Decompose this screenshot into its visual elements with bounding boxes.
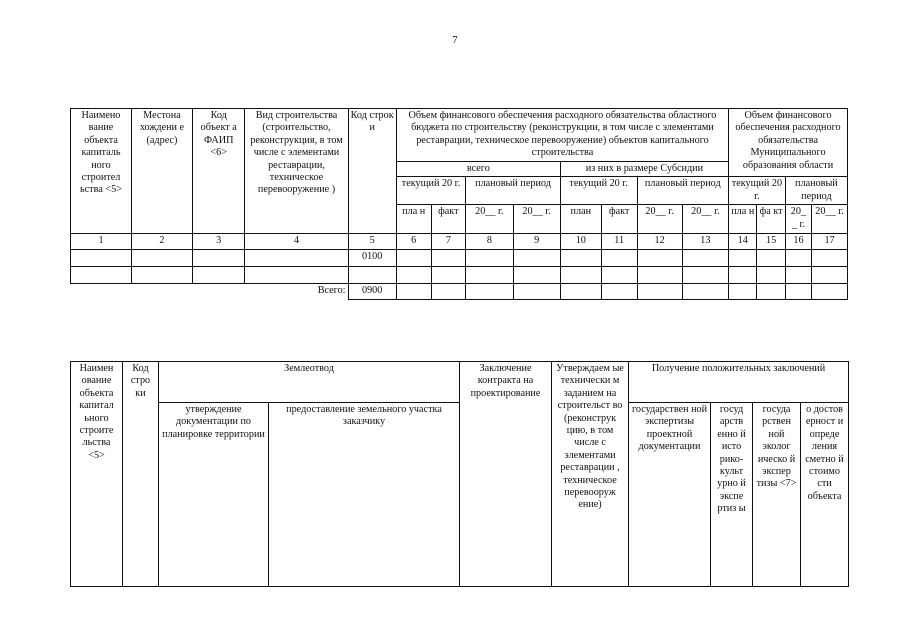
column-number: 13 bbox=[682, 234, 728, 249]
header-object-name-2: Наимен ование объекта капитал ьного строите льства <5> bbox=[71, 362, 123, 587]
cell bbox=[757, 266, 785, 283]
cell bbox=[560, 283, 601, 300]
cell bbox=[131, 266, 192, 283]
cell bbox=[729, 283, 757, 300]
cell bbox=[812, 266, 848, 283]
header-design-contract: Заключение контракта на проектирование bbox=[460, 362, 552, 587]
financing-table bbox=[70, 108, 848, 300]
header-row-code: Код строк и bbox=[348, 109, 396, 234]
cell bbox=[513, 249, 560, 266]
header-current-year-subsidy: текущий 20 г. bbox=[560, 177, 637, 205]
header-fact-1: факт bbox=[431, 205, 466, 234]
column-number: 12 bbox=[637, 234, 682, 249]
header-year-2: 20__ г. bbox=[513, 205, 560, 234]
table-row bbox=[71, 249, 848, 266]
header-historical-expertise: госуд арств енно й исто рико- культ урно й экспе ртиз ы bbox=[711, 403, 753, 587]
cell bbox=[431, 266, 466, 283]
header-location: Местона хождени е (адрес) bbox=[131, 109, 192, 234]
cell bbox=[513, 266, 560, 283]
cell bbox=[682, 249, 728, 266]
cell bbox=[785, 266, 811, 283]
header-year-5: 20_ _ г. bbox=[785, 205, 811, 234]
total-row bbox=[71, 283, 848, 300]
cell bbox=[812, 283, 848, 300]
header-planned-period-municipal: плановый период bbox=[785, 177, 847, 205]
cell bbox=[466, 283, 513, 300]
column-number: 14 bbox=[729, 234, 757, 249]
header-construction-type: Вид строительства (строительство, реконструкция, в том числе с элементами реставрации, техническое перевооружение ) bbox=[245, 109, 348, 234]
cell bbox=[245, 266, 348, 283]
header-year-3: 20__ г. bbox=[637, 205, 682, 234]
header-year-1: 20__ г. bbox=[466, 205, 513, 234]
cell bbox=[131, 249, 192, 266]
header-land-allocation: Землеотвод bbox=[159, 362, 460, 403]
header-year-4: 20__ г. bbox=[682, 205, 728, 234]
total-label: Всего: bbox=[71, 283, 349, 300]
column-number: 15 bbox=[757, 234, 785, 249]
column-number: 5 bbox=[348, 234, 396, 249]
header-land-provision: предоставление земельного участка заказчику bbox=[269, 403, 460, 587]
column-number: 4 bbox=[245, 234, 348, 249]
header-cost-reliability: о достов ерност и опреде ления сметно й стоимо сти объекта bbox=[801, 403, 849, 587]
column-number: 17 bbox=[812, 234, 848, 249]
cell bbox=[757, 249, 785, 266]
column-number: 8 bbox=[466, 234, 513, 249]
cell bbox=[560, 249, 601, 266]
cell bbox=[71, 249, 132, 266]
column-number: 3 bbox=[192, 234, 245, 249]
header-plan-3: пла н bbox=[729, 205, 757, 234]
column-number: 6 bbox=[396, 234, 431, 249]
cell bbox=[682, 266, 728, 283]
cell bbox=[192, 249, 245, 266]
header-regional-budget: Объем финансового обеспечения расходного обязательства областного бюджета по строительству (реконструкции, в том числе с элементами реставрации, техническое перевооружение) объектов капитального строительства bbox=[396, 109, 728, 162]
header-faip-code: Код объект а ФАИП <6> bbox=[192, 109, 245, 234]
cell bbox=[71, 266, 132, 283]
header-current-year-municipal: текущий 20 г. bbox=[729, 177, 786, 205]
cell bbox=[601, 266, 637, 283]
cell bbox=[431, 249, 466, 266]
header-positive-conclusions: Получение положительных заключений bbox=[629, 362, 849, 403]
header-object-name: Наимено вание объекта капиталь ного строител ьства <5> bbox=[71, 109, 132, 234]
header-plan-2: план bbox=[560, 205, 601, 234]
column-number: 10 bbox=[560, 234, 601, 249]
cell bbox=[729, 249, 757, 266]
cell bbox=[560, 266, 601, 283]
cell bbox=[729, 266, 757, 283]
header-fact-3: фа кт bbox=[757, 205, 785, 234]
total-code: 0900 bbox=[348, 283, 396, 300]
column-number: 11 bbox=[601, 234, 637, 249]
header-planning-docs: утверждение документации по планировке территории bbox=[159, 403, 269, 587]
column-number: 2 bbox=[131, 234, 192, 249]
header-planned-period: плановый период bbox=[466, 177, 561, 205]
cell bbox=[757, 283, 785, 300]
cell bbox=[637, 249, 682, 266]
header-ecological-expertise: госуда рствен ной эколог ическо й экспер тизы <7> bbox=[753, 403, 801, 587]
header-approved-specs: Утверждаем ые технически м заданием на строительст во (реконструк цию, в том числе с элементами реставрации , техническое перевооруж ение) bbox=[552, 362, 629, 587]
cell bbox=[601, 283, 637, 300]
header-total: всего bbox=[396, 162, 560, 177]
cell bbox=[601, 249, 637, 266]
column-number: 16 bbox=[785, 234, 811, 249]
column-number: 7 bbox=[431, 234, 466, 249]
cell bbox=[637, 266, 682, 283]
cell bbox=[682, 283, 728, 300]
cell bbox=[466, 266, 513, 283]
cell bbox=[396, 266, 431, 283]
cell bbox=[513, 283, 560, 300]
cell bbox=[431, 283, 466, 300]
cell bbox=[812, 249, 848, 266]
header-subsidy: из них в размере Субсидии bbox=[560, 162, 728, 177]
column-numbers-row bbox=[71, 234, 848, 249]
cell bbox=[466, 249, 513, 266]
header-year-6: 20__ г. bbox=[812, 205, 848, 234]
cell bbox=[348, 266, 396, 283]
cell bbox=[785, 249, 811, 266]
cell bbox=[396, 283, 431, 300]
header-state-expertise: государствен ной экспертизы проектной документации bbox=[629, 403, 711, 587]
column-number: 9 bbox=[513, 234, 560, 249]
row-code-cell: 0100 bbox=[348, 249, 396, 266]
cell bbox=[245, 249, 348, 266]
column-number: 1 bbox=[71, 234, 132, 249]
table-row bbox=[71, 266, 848, 283]
header-row-code-2: Код стро ки bbox=[123, 362, 159, 587]
cell bbox=[637, 283, 682, 300]
cell bbox=[785, 283, 811, 300]
page-number: 7 bbox=[452, 34, 458, 46]
header-plan-1: пла н bbox=[396, 205, 431, 234]
cell bbox=[396, 249, 431, 266]
header-planned-period-subsidy: плановый период bbox=[637, 177, 729, 205]
permits-table bbox=[70, 361, 849, 587]
cell bbox=[192, 266, 245, 283]
header-current-year: текущий 20 г. bbox=[396, 177, 465, 205]
header-fact-2: факт bbox=[601, 205, 637, 234]
header-municipal-budget: Объем финансового обеспечения расходного обязательства Муниципального образования области bbox=[729, 109, 848, 177]
